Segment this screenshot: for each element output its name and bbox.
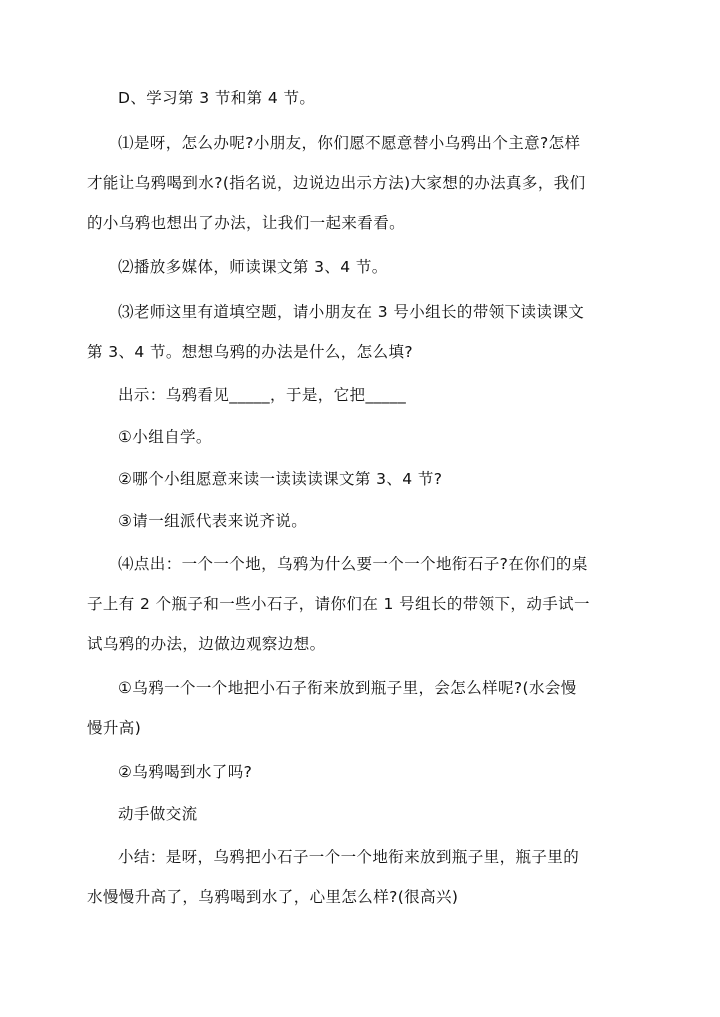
paragraph-step-3 <box>87 296 635 369</box>
paragraph-step-4 <box>87 548 635 661</box>
text-line: ⑴是呀，怎么办呢?小朋友，你们愿不愿意替小乌鸦出个主意?怎样 <box>118 134 581 152</box>
paragraph-substep-2 <box>87 463 635 496</box>
text-line: 第 3、4 节。想想乌鸦的办法是什么，怎么填? <box>87 343 414 361</box>
paragraph-summary <box>87 841 635 914</box>
paragraph-section-d-heading <box>87 82 635 115</box>
text-line: 动手做交流 <box>118 805 198 823</box>
text-line: ⑶老师这里有道填空题，请小朋友在 3 号小组长的带领下读读课文 <box>118 303 585 321</box>
text-line: ②乌鸦喝到水了吗? <box>118 763 253 781</box>
text-line: ①小组自学。 <box>118 428 212 446</box>
paragraph-fill-in-prompt <box>87 379 635 412</box>
text-line: 试乌鸦的办法，边做边观察边想。 <box>87 635 326 653</box>
paragraph-hands-on <box>87 798 635 831</box>
text-line: ③请一组派代表来说齐说。 <box>118 512 308 530</box>
text-line: 慢升高) <box>87 719 142 737</box>
paragraph-step-4-substep-1 <box>87 672 635 745</box>
paragraph-step-4-substep-2 <box>87 756 635 789</box>
text-line: 出示：乌鸦看见_____，于是，它把_____ <box>118 386 407 404</box>
text-line: ⑷点出：一个一个地，乌鸦为什么要一个一个地衔石子?在你们的桌 <box>118 555 588 573</box>
paragraph-substep-1 <box>87 421 635 454</box>
text-line: 小结：是呀，乌鸦把小石子一个一个地衔来放到瓶子里，瓶子里的 <box>118 848 580 866</box>
text-line: 水慢慢升高了，乌鸦喝到水了，心里怎么样?(很高兴) <box>87 888 459 906</box>
text-line: ②哪个小组愿意来读一读读读课文第 3、4 节? <box>118 470 443 488</box>
text-line: D、学习第 3 节和第 4 节。 <box>118 89 316 107</box>
paragraph-step-1 <box>87 127 635 240</box>
text-line: 子上有 2 个瓶子和一些小石子，请你们在 1 号组长的带领下，动手试一 <box>87 595 590 613</box>
text-line: 才能让乌鸦喝到水?(指名说，边说边出示方法)大家想的办法真多，我们 <box>87 174 586 192</box>
text-line: ⑵播放多媒体，师读课文第 3、4 节。 <box>118 258 388 276</box>
text-line: ①乌鸦一个一个地把小石子衔来放到瓶子里，会怎么样呢?(水会慢 <box>118 679 577 697</box>
paragraph-step-2 <box>87 251 635 284</box>
text-line: 的小乌鸦也想出了办法，让我们一起来看看。 <box>87 214 406 232</box>
paragraph-substep-3 <box>87 505 635 538</box>
